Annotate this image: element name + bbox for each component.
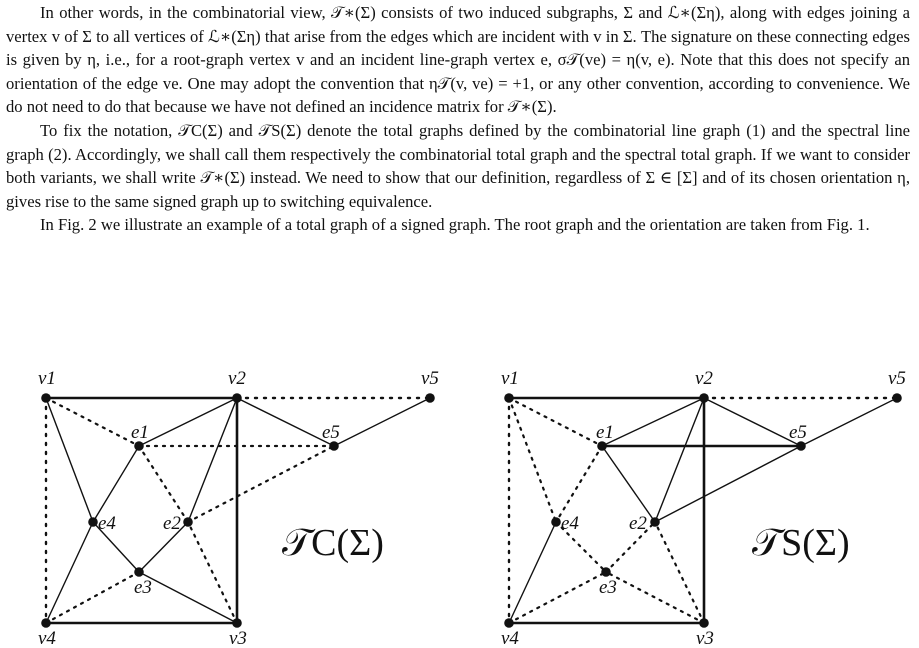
left-label-e4: e4 — [98, 513, 116, 534]
left-label-v5: v5 — [421, 368, 439, 389]
paragraph-2: To fix the notation, 𝒯C(Σ) and 𝒯S(Σ) denote the total graphs defined by the combinatorial line graph (1) and the spectral line graph (2). Accordingly, we shall call them respectively the combinatorial total graph and the spectral total graph. If we want to consider both variants, we shall write 𝒯∗(Σ) instead. We need to show that our definition, regardless of Σ ∈ [Σ] and of its chosen orientation η, gives rise to the same signed graph up to switching equivalence. — [6, 120, 910, 211]
left-line-e1-e2 — [139, 446, 188, 522]
left-vertex-v1 — [41, 393, 51, 403]
right-vertex-v4 — [504, 618, 514, 628]
right-panel-title: 𝒯S(Σ) — [752, 522, 850, 564]
left-vertex-v3 — [232, 618, 242, 628]
right-label-e2: e2 — [629, 513, 647, 534]
right-link-v5-e5 — [801, 398, 897, 446]
left-vertex-e2 — [183, 517, 193, 527]
left-label-v2: v2 — [228, 368, 246, 389]
left-link-v4-e3 — [46, 572, 139, 623]
right-label-v2: v2 — [695, 368, 713, 389]
left-vertex-e3 — [134, 567, 144, 577]
left-label-e1: e1 — [131, 422, 149, 443]
right-label-v1: v1 — [501, 368, 519, 389]
right-label-v4: v4 — [501, 628, 519, 648]
right-vertex-v2 — [699, 393, 709, 403]
left-label-v3: v3 — [229, 628, 247, 648]
right-link-v1-e1 — [509, 398, 602, 446]
right-label-v3: v3 — [696, 628, 714, 648]
paragraph-1: In other words, in the combinatorial view, 𝒯∗(Σ) consists of two induced subgraphs, Σ and ℒ∗(Ση), along with edges joining a vertex v of Σ to all vertices of ℒ∗(Ση) that arise from the edges which are incident with v in Σ. The signature on these connecting edges is given by η, i.e., for a root-graph vertex v and an incident line-graph vertex e, σ𝒯(ve) = η(v, e). Note that this does not specify an orientation of the edge ve. One may adopt the convention that η𝒯(v, ve) = +1, or any other convention, according to convenience. We do not need to do that because we have not defined an incidence matrix for 𝒯∗(Σ). — [6, 3, 910, 117]
left-line-e1-e4 — [93, 446, 139, 522]
figure-2 — [0, 360, 919, 648]
left-link-v2-e5 — [237, 398, 334, 446]
right-label-e4: e4 — [561, 513, 579, 534]
right-vertex-v5 — [892, 393, 902, 403]
right-line-e1-e2 — [602, 446, 655, 522]
left-panel-title: 𝒯C(Σ) — [282, 522, 384, 564]
right-vertex-e3 — [601, 567, 611, 577]
right-link-v4-e4 — [509, 522, 556, 623]
left-link-v2-e1 — [139, 398, 237, 446]
paragraph-3: In Fig. 2 we illustrate an example of a total graph of a signed graph. The root graph and the orientation are taken from Fig. 1. — [40, 215, 870, 235]
left-vertex-v5 — [425, 393, 435, 403]
left-link-v5-e5 — [334, 398, 430, 446]
right-link-v3-e2 — [655, 522, 704, 623]
left-label-e2: e2 — [163, 513, 181, 534]
left-vertex-v4 — [41, 618, 51, 628]
right-vertex-e4 — [551, 517, 561, 527]
right-vertex-v1 — [504, 393, 514, 403]
right-link-v1-e4 — [509, 398, 556, 522]
figure-2-graphs — [0, 360, 919, 648]
right-line-e1-e4 — [556, 446, 602, 522]
left-line-e2-e5 — [188, 446, 334, 522]
left-label-e5: e5 — [322, 422, 340, 443]
right-link-v2-e5 — [704, 398, 801, 446]
right-label-e3: e3 — [599, 577, 617, 598]
right-vertex-e2 — [650, 517, 660, 527]
left-link-v4-e4 — [46, 522, 93, 623]
right-link-v2-e2 — [655, 398, 704, 522]
right-line-e2-e5 — [655, 446, 801, 522]
left-link-v1-e1 — [46, 398, 139, 446]
right-label-e1: e1 — [596, 422, 614, 443]
body-text — [6, 1, 910, 237]
right-vertex-v3 — [699, 618, 709, 628]
left-link-v3-e3 — [139, 572, 237, 623]
right-link-v4-e3 — [509, 572, 606, 623]
left-label-v4: v4 — [38, 628, 56, 648]
right-link-v2-e1 — [602, 398, 704, 446]
left-label-v1: v1 — [38, 368, 56, 389]
right-link-v3-e3 — [606, 572, 704, 623]
left-link-v1-e4 — [46, 398, 93, 522]
left-label-e3: e3 — [134, 577, 152, 598]
right-label-e5: e5 — [789, 422, 807, 443]
right-label-v5: v5 — [888, 368, 906, 389]
left-link-v2-e2 — [188, 398, 237, 522]
left-vertex-v2 — [232, 393, 242, 403]
left-link-v3-e2 — [188, 522, 237, 623]
left-vertex-e4 — [88, 517, 98, 527]
